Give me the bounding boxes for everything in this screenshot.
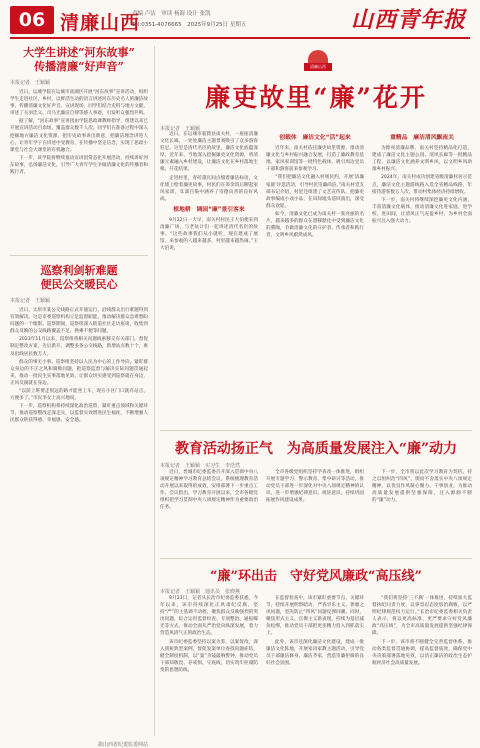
feature-byline: 本报记者 王颖颖 bbox=[160, 126, 201, 132]
emblem-label: 清廉山西 bbox=[304, 63, 332, 71]
emblem-icon bbox=[308, 50, 328, 64]
section-name: 清廉山西 bbox=[60, 12, 141, 34]
paragraph: “以前上班要走很远的路才能坐上车，现在小区门口就有站点，方便多了。”市民李女士高兴地说。 bbox=[10, 389, 148, 402]
paragraph: 为擦亮清廉品牌，南关村坚持精品化打造，建成了廉洁文化主题公园、清风长廊等一批精品工程，以廉洁文化涵养文明乡风，以文明乡风助推乡村振兴。 bbox=[372, 146, 472, 173]
masthead bbox=[0, 0, 480, 40]
newspaper-logo: 山西青年报 bbox=[350, 7, 466, 33]
issue-date: Tel:0351-4076665 2025年9月25日 星期五 bbox=[132, 22, 247, 28]
paragraph: 如今，清廉文化已成为南关村一张亮丽的名片，越来越多的群众在潜移默化中受到廉洁文化的熏陶，争做清廉文化的守护者、传承者和践行者，文明乡风蔚然成风。 bbox=[266, 211, 364, 239]
paragraph: “我们把廉洁文化融入村规民约，开展‘清廉家庭’评选活动，引导村民崇廉尚洁。”南关村党支部书记介绍，村里还组建了文艺宣传队，把廉吏故事编成小戏小品，在田间地头巡回演出，深受群众欢迎。 bbox=[266, 175, 365, 209]
clean-shanxi-emblem bbox=[304, 50, 332, 72]
masthead-rule bbox=[10, 37, 470, 39]
divider bbox=[160, 558, 472, 559]
paragraph: 下一步，该学院将继续推动宣讲团常态化开展活动，持续讲好河东故事，弘扬廉洁文化，引导广大青年学生争做清廉文化的传播者和践行者。 bbox=[10, 155, 148, 176]
paragraph: 该市纪委监委坚持以案为鉴、以案促改，深入剖析典型案例，督促发案单位查找问题症结、健全制度机制，以“案”为镜敲响警钟，推动党员干部知敬畏、存戒惧、守底线，切实筑牢拒腐防变的思想防线。 bbox=[160, 639, 258, 673]
mid-article-byline: 本报记者 王颖颖 实习生 李浩然 bbox=[160, 463, 241, 469]
paragraph: 2024年，南关村成功创建省级清廉村居示范点，廉洁文化主题游线路入选全省精品线路，年接待游客数万人次，带动村集体经济持续增收。 bbox=[372, 175, 472, 195]
paragraph: 近日，太原市某公交线路正式开通运行，沿线群众出行难题得到有效解决。这是市委巡察机构立足监督职能、推动解决群众急难愁盼问题的一个缩影。巡察期间，巡察组深入街道社区走访座谈，收集到群众反映的公交线路覆盖不足、换乘不便等问题。 bbox=[10, 308, 148, 335]
article-byline: 本报记者 王颖颖 bbox=[10, 80, 51, 86]
article-byline: 本报记者 王颖颖 bbox=[10, 298, 51, 304]
column-divider bbox=[154, 46, 155, 736]
editor-credits: 责编 卢洁 审读 杨海 设计 张凯 bbox=[132, 11, 211, 17]
paragraph: 9月23日，记者从长治市纪委监委获悉，今年以来，该市持续深化正风肃纪反腐，坚持“严”的主基调不动摇，聚焦群众反映强烈的突出问题，综合运用监督检查、专项整治、通报曝光等方式，推动全面从严治党向纵深发展，着力营造风清气正的政治生态。 bbox=[160, 596, 258, 637]
article-title-line1: 巡察利剑斩难题 bbox=[40, 264, 118, 277]
mid-column-1 bbox=[160, 469, 258, 553]
paragraph: 在监督检查中，该市紧盯重要节点、关键环节，持续开展明察暗访，严查享乐主义、奢靡之风问题，坚决防止“四风”问题反弹回潮。同时，聚焦形式主义、官僚主义新表现，持续为基层减负松绑，推动党员干部把更多精力投入到抓落实上。 bbox=[266, 596, 364, 637]
article-body bbox=[10, 307, 148, 739]
paragraph: 下一步，巡察机构将持续深化政治巡察，紧盯重点领域和关键环节，推动巡察整改走深走实，以监督实效增进民生福祉，不断增强人民群众的获得感、幸福感、安全感。 bbox=[10, 404, 148, 424]
feature-column-3 bbox=[372, 131, 472, 425]
paragraph: 近日，晋城市纪委监委召开深入贯彻中央八项规定精神学习教育总结会议，系统梳理教育活动开展以来取得的成效，安排部署下一步重点工作。会议指出，学习教育开展以来，全市各级党组织把学习贯彻中央八项规定精神作为重要政治任务。 bbox=[160, 470, 258, 511]
feature-column-2 bbox=[266, 131, 364, 425]
feature-subhead: 植地耕 调园“廉”景引客来 bbox=[173, 206, 245, 213]
article-inspection-bus bbox=[10, 264, 148, 748]
paragraph: 近日，在运城市临猗县南关村，一座座清廉文化长廊、一处处廉洁主题景观吸引了众多游客驻足。这里是清代名臣的故里，廉洁文化底蕴深厚。近年来，当地深入挖掘廉吏文化资源，将清廉元素融入乡村建设，让廉洁文化在乡村落地生根、开花结果。 bbox=[160, 132, 258, 173]
feature-subhead: 重精品 廉洁清风飘南关 bbox=[390, 135, 454, 141]
paragraph: 下一步，全市将以此次学习教育为契机，持之以恒纠治“四风”，锲而不舍落实中央八项规定精神，以优良作风凝心聚力、干事创业，为推动高质量发展提供坚强保障，注入源源不断的“廉”动力。 bbox=[372, 470, 472, 504]
paragraph: 9月22日一大早，南关村村民王大伯便来到清廉广场，与老伙计们一起讲述清代名臣的故事。“这些故事我们从小就听，现在建成了展馆，来参观的人越来越多，村里越来越热闹。”王大伯说。 bbox=[160, 218, 258, 252]
mid-column-3 bbox=[372, 469, 472, 553]
bottom-article-title: “廉”环出击 守好党风廉政“高压线” bbox=[210, 569, 422, 584]
paragraph: 据了解，“河东故事”宣讲团由学院思政课教师指导，组建以来已开展宣讲活动百余场，覆盖群众数千人次。同学们在准备过程中深入挖掘地方廉洁文化资源，把历史故事讲出新意，把廉洁理念讲进人心，让青年学子在讲述中受教育，在传播中坚定信念，实现了思政小课堂与社会大课堂的有机融合。 bbox=[10, 119, 148, 153]
paragraph: 群众的事无小事。巡察组坚持以人民为中心的工作导向，紧盯群众身边的不正之风和腐败问题，把巡察监督与解决实际问题贯通起来，推动一批民生实事落地见效，让群众切实感受到巡察就在身边，正风反腐就在身边。 bbox=[10, 359, 148, 386]
article-body bbox=[10, 89, 148, 249]
feature-title: 廉吏故里“廉”花开 bbox=[205, 83, 427, 112]
page-number: 06 bbox=[10, 6, 54, 34]
paragraph: 此外，该市还深化廉洁文化建设，建成一批廉洁文化阵地，开展家风家教主题活动，引导党员干部廉洁修身、廉洁齐家，营造崇廉拒腐的良好社会氛围。 bbox=[266, 639, 364, 666]
mid-column-2 bbox=[266, 469, 364, 553]
bottom-column-2 bbox=[266, 595, 364, 733]
bottom-column-3 bbox=[372, 595, 472, 733]
paragraph: 近年来，南关村依托廉吏故里资源，推动清廉文化与乡村振兴融合发展，打造了廉政教育基地、家风家训馆等一批特色载体，吸引周边党员干部和游客前来参观学习。 bbox=[266, 146, 364, 173]
bottom-article-byline: 本报记者 王颖颖 通讯员 张晓燕 bbox=[160, 589, 241, 595]
source-note: 据山西省纪委监委网站 bbox=[97, 742, 148, 748]
article-title-line2: 传播清廉“好声音” bbox=[34, 60, 124, 73]
mid-article-title: 教育活动扬正气 为高质量发展注入“廉”动力 bbox=[174, 441, 458, 457]
feature-column-1 bbox=[160, 131, 258, 425]
divider bbox=[160, 430, 472, 431]
feature-subhead: 创载体 廉洁文化“活”起来 bbox=[279, 135, 351, 141]
paragraph: 下一步，南关村将继续深挖廉吏文化内涵，丰富清廉文化载体，推动清廉文化进家庭、进学校、进田间，让清风正气充盈乡村，为乡村全面振兴注入强大动力。 bbox=[372, 197, 472, 225]
divider bbox=[10, 255, 148, 256]
paragraph: 走进村里，青砖黛瓦间点缀着廉洁标语，文化墙上绘着廉吏故事，村民们在茶余饭后聊起家风家训，耳濡目染中涵养了崇德向善的良好风尚。 bbox=[160, 175, 258, 202]
paragraph: “我们将坚持‘三不腐’一体推进，持续加大监督执纪问责力度，以零容忍态度惩治腐败，以严明纪律规范权力运行。”长治市纪委监委相关负责人表示，将以更高标准、更严要求守好党风廉政“高压线”，为全市高质量发展提供坚强纪律保障。 bbox=[372, 596, 472, 637]
bottom-column-1 bbox=[160, 595, 258, 733]
left-column bbox=[10, 46, 148, 748]
paragraph: 全市各级党组织坚持学查改一体推进，组织开展专题学习、警示教育、集中研讨等活动，推动党员干部进一步深化对中央八项规定精神的认识，进一步增强纪律意识、规矩意识，持续巩固拓展作风建设成果。 bbox=[266, 470, 364, 504]
paragraph: 2023年11月以来，巡察组将相关问题线索移交有关部门，督促制定整改方案，先后新开、调整多条公交线路，新增站点数十个，惠及沿线居民数万人。 bbox=[10, 337, 148, 357]
paragraph: 近日，运城学院在运城市盐湖区开展“河东故事”宣讲活动，组织学生走进社区、乡村，以鲜活生动的语言讲述河东历史名人的廉洁故事，传播清廉文化好声音。宣讲现场，同学们结合史料与地方文献，讲述了关羽忠义、司马光廉洁自律等感人事迹，引发听众强烈共鸣。 bbox=[10, 90, 148, 117]
paragraph: 下一步，该市将不断健全完善监督体系，推动各类监督贯通协调，提高监督质效，确保党中央决策部署落地见效，以清正廉洁的政治生态护航经济社会高质量发展。 bbox=[372, 639, 472, 666]
article-title-line2: 便民公交暖民心 bbox=[40, 278, 118, 291]
article-title-line1: 大学生讲述“河东故事” bbox=[23, 46, 135, 59]
article-student-storytelling bbox=[10, 46, 148, 249]
